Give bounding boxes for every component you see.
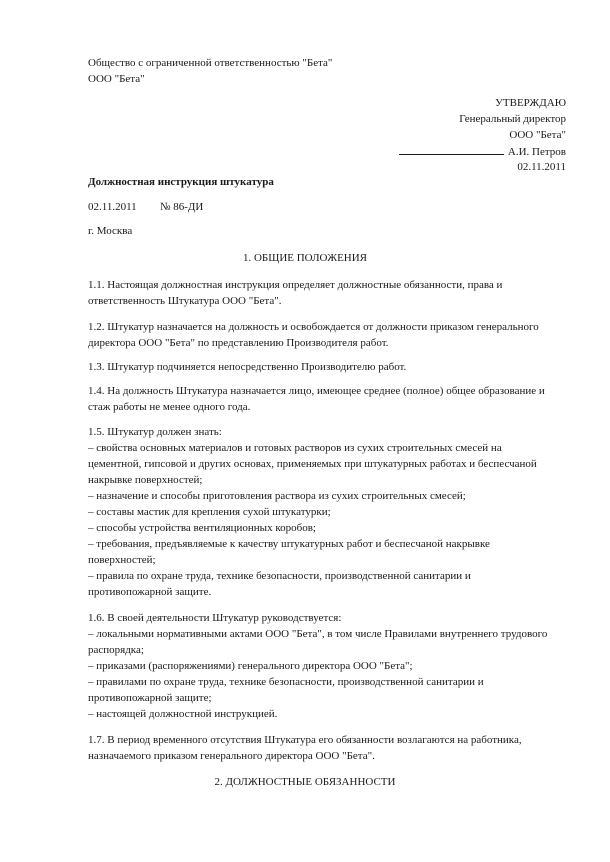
document-date: 02.11.2011 (88, 201, 137, 213)
paragraph-line: назначаемого приказом генерального директора ООО "Бета". (88, 750, 375, 762)
section2-heading: 2. ДОЛЖНОСТНЫЕ ОБЯЗАННОСТИ (214, 776, 396, 788)
list-item: – правилами по охране труда, технике безопасности, производственной санитарии и (88, 676, 484, 688)
signature-line (399, 145, 504, 155)
paragraph-line: директора ООО "Бета" по представлению Производителя работ. (88, 337, 389, 349)
approval-signature (399, 145, 566, 158)
list-item: – требования, предъявляемые к качеству штукатурных работ и беспесчаной накрывке (88, 538, 490, 550)
list-item: противопожарной защите; (88, 692, 212, 704)
list-item: – настоящей должностной инструкцией. (88, 708, 278, 720)
paragraph-line: стаж работы не менее одного года. (88, 401, 251, 413)
list-item: – способы устройства вентиляционных коробов; (88, 522, 316, 534)
approval-position: Генеральный директор (459, 113, 566, 125)
list-item: – правила по охране труда, технике безопасности, производственной санитарии и (88, 570, 471, 582)
list-item: цементной, гипсовой и других основах, применяемых при штукатурных работах и беспесчаной (88, 458, 537, 470)
paragraph-line: ответственность Штукатура ООО "Бета". (88, 295, 282, 307)
org-full-name: Общество с ограниченной ответственностью "Бета" (88, 57, 333, 69)
approval-title: УТВЕРЖДАЮ (495, 97, 566, 109)
list-item: – составы мастик для крепления сухой штукатурки; (88, 506, 331, 518)
list-item: – назначение и способы приготовления раствора из сухих строительных смесей; (88, 490, 466, 502)
document-city: г. Москва (88, 225, 133, 237)
paragraph-line: 1.2. Штукатур назначается на должность и освобождается от должности приказом генерального (88, 321, 539, 333)
paragraph-line: 1.1. Настоящая должностная инструкция определяет должностные обязанности, права и (88, 279, 503, 291)
list-item: противопожарной защите. (88, 586, 212, 598)
approval-date: 02.11.2011 (517, 161, 566, 173)
list-heading: 1.6. В своей деятельности Штукатур руководствуется: (88, 612, 342, 624)
org-short-name: ООО "Бета" (88, 73, 145, 85)
section1-heading: 1. ОБЩИЕ ПОЛОЖЕНИЯ (242, 252, 368, 264)
list-item: – локальными нормативными актами ООО "Бета", в том числе Правилами внутреннего трудового (88, 628, 548, 640)
approval-signer: А.И. Петров (507, 146, 566, 158)
list-item: поверхностей; (88, 554, 156, 566)
list-item: накрывке поверхностей; (88, 474, 203, 486)
list-item: распорядка; (88, 644, 144, 656)
list-item: – свойства основных материалов и готовых растворов из сухих строительных смесей на (88, 442, 502, 454)
document-number: № 86-ДИ (160, 201, 204, 213)
approval-org: ООО "Бета" (509, 129, 566, 141)
list-item: – приказами (распоряжениями) генерального директора ООО "Бета"; (88, 660, 413, 672)
list-heading: 1.5. Штукатур должен знать: (88, 426, 222, 438)
paragraph-line: 1.7. В период временного отсутствия Штукатура его обязанности возлагаются на работника, (88, 734, 522, 746)
paragraph-line: 1.4. На должность Штукатура назначается лицо, имеющее среднее (полное) общее образование и (88, 385, 545, 397)
document-title: Должностная инструкция штукатура (88, 176, 274, 188)
paragraph-line: 1.3. Штукатур подчиняется непосредственно Производителю работ. (88, 361, 407, 373)
